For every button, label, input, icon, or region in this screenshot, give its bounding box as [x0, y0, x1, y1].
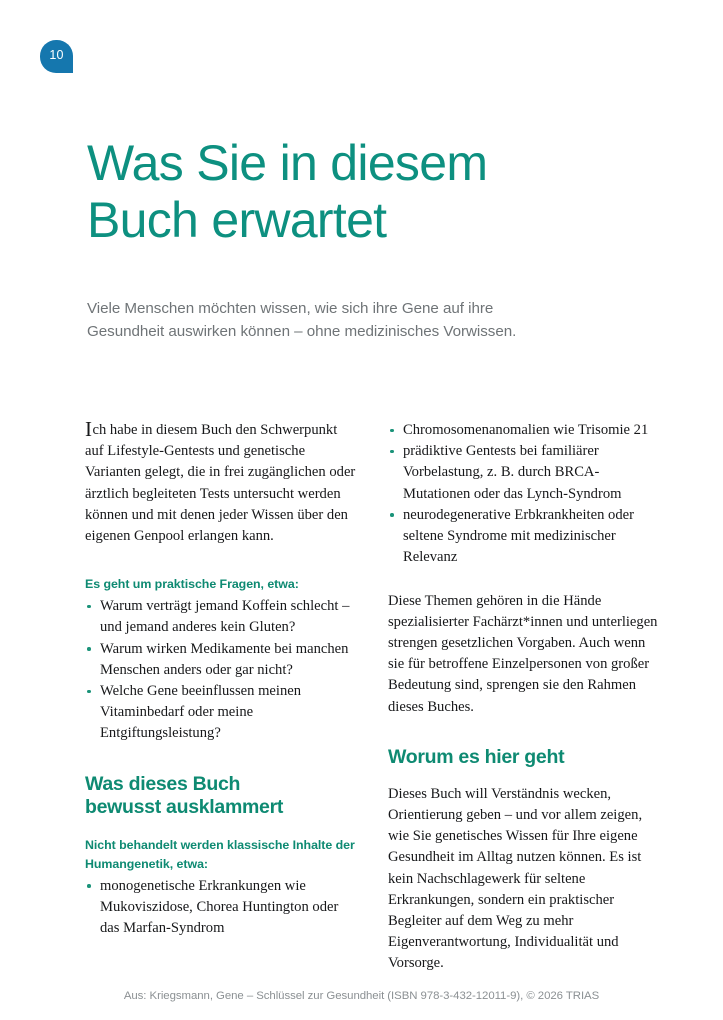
- practical-questions-lead-in: Es geht um praktische Fragen, etwa:: [85, 577, 299, 592]
- page-title-line-2: Buch erwartet: [87, 191, 387, 248]
- right-column: [388, 420, 661, 975]
- intro-paragraph: [85, 416, 358, 547]
- list-item: Welche Gene beeinflussen meinen Vitaminbedarf oder meine Entgiftungsleistung?: [85, 681, 358, 745]
- page-subtitle: [87, 298, 627, 343]
- list-item: prädiktive Gentests bei familiärer Vorbelastung, z. B. durch BRCA-Mutationen oder das Lynch-Syndrom: [388, 441, 661, 505]
- left-column: [85, 416, 358, 940]
- section-heading-scope: Worum es hier geht: [388, 745, 565, 768]
- page-subtitle-line-2: Gesundheit auswirken können – ohne medizinisches Vorwissen.: [87, 322, 517, 340]
- footer-credit: Aus: Kriegsmann, Gene – Schlüssel zur Gesundheit (ISBN 978-3-432-12011-9), © 2026 TRIAS: [123, 990, 600, 1002]
- page-number-badge: [40, 40, 73, 73]
- spacer: [388, 718, 661, 746]
- page-subtitle-line-1: Viele Menschen möchten wissen, wie sich ihre Gene auf ihre: [87, 300, 494, 318]
- list-item: Warum wirken Medikamente bei manchen Menschen anders oder gar nicht?: [85, 639, 358, 681]
- page-title-line-1: Was Sie in diesem: [87, 134, 488, 191]
- section-heading-line-2: bewusst ausklammert: [85, 796, 284, 819]
- spacer: [388, 569, 661, 591]
- spacer: [85, 820, 358, 836]
- list-item: monogenetische Erkrankungen wie Mukoviszidose, Chorea Huntington oder das Marfan-Syndrom: [85, 876, 358, 940]
- excluded-lead-in-line-1: Nicht behandelt werden klassische Inhalte: [85, 838, 333, 853]
- list-item: Chromosomenanomalien wie Trisomie 21: [388, 420, 661, 441]
- excluded-lead-in-line-2: der Humangenetik, etwa:: [85, 838, 355, 872]
- spacer: [388, 770, 661, 784]
- closing-paragraph: Dieses Buch will Verständnis wecken, Orientierung geben – und vor allem zeigen, wie Sie genetisches Wissen für Ihre eigene Gesundheit im Alltag nutzen können. Es ist kein Nachschlagewerk für seltene Erkrankungen, sondern ein praktischer Begleiter auf dem Weg zu mehr Eigenverantwortung, Individualität und Vorsorge.: [388, 785, 643, 972]
- excluded-list-left: [85, 876, 358, 940]
- page-number-label: 10: [49, 48, 64, 63]
- drop-cap: I: [85, 416, 92, 441]
- specialist-paragraph: Diese Themen gehören in die Hände spezialisierter Fachärzt*innen und unterliegen strengen gesetzlichen Vorgaben. Auch wenn sie für betroffene Einzelpersonen von großer Bedeutung sind, sprengen sie den Rahmen dieses Buches.: [388, 592, 658, 715]
- section-heading-line-1: Was dieses Buch: [85, 772, 241, 795]
- list-item: neurodegenerative Erbkrankheiten oder seltene Syndrome mit medizinischer Relevanz: [388, 505, 661, 569]
- list-item: Warum verträgt jemand Koffein schlecht – und jemand anderes kein Gluten?: [85, 596, 358, 638]
- page-title: [87, 135, 647, 249]
- spacer: [85, 745, 358, 773]
- practical-questions-list: [85, 596, 358, 745]
- excluded-list-right: [388, 420, 661, 569]
- section-heading-excluded: [85, 773, 358, 821]
- intro-paragraph-text: ch habe in diesem Buch den Schwerpunkt auf Lifestyle-Gentests und genetische Varianten gelegt, die in frei zugänglichen oder ärztlich begleiteten Tests untersucht werden können und mit denen jeder Wissen über den eigenen Genpool erlangen kann.: [85, 422, 356, 545]
- spacer: [85, 547, 358, 575]
- excluded-lead-in: [85, 836, 358, 874]
